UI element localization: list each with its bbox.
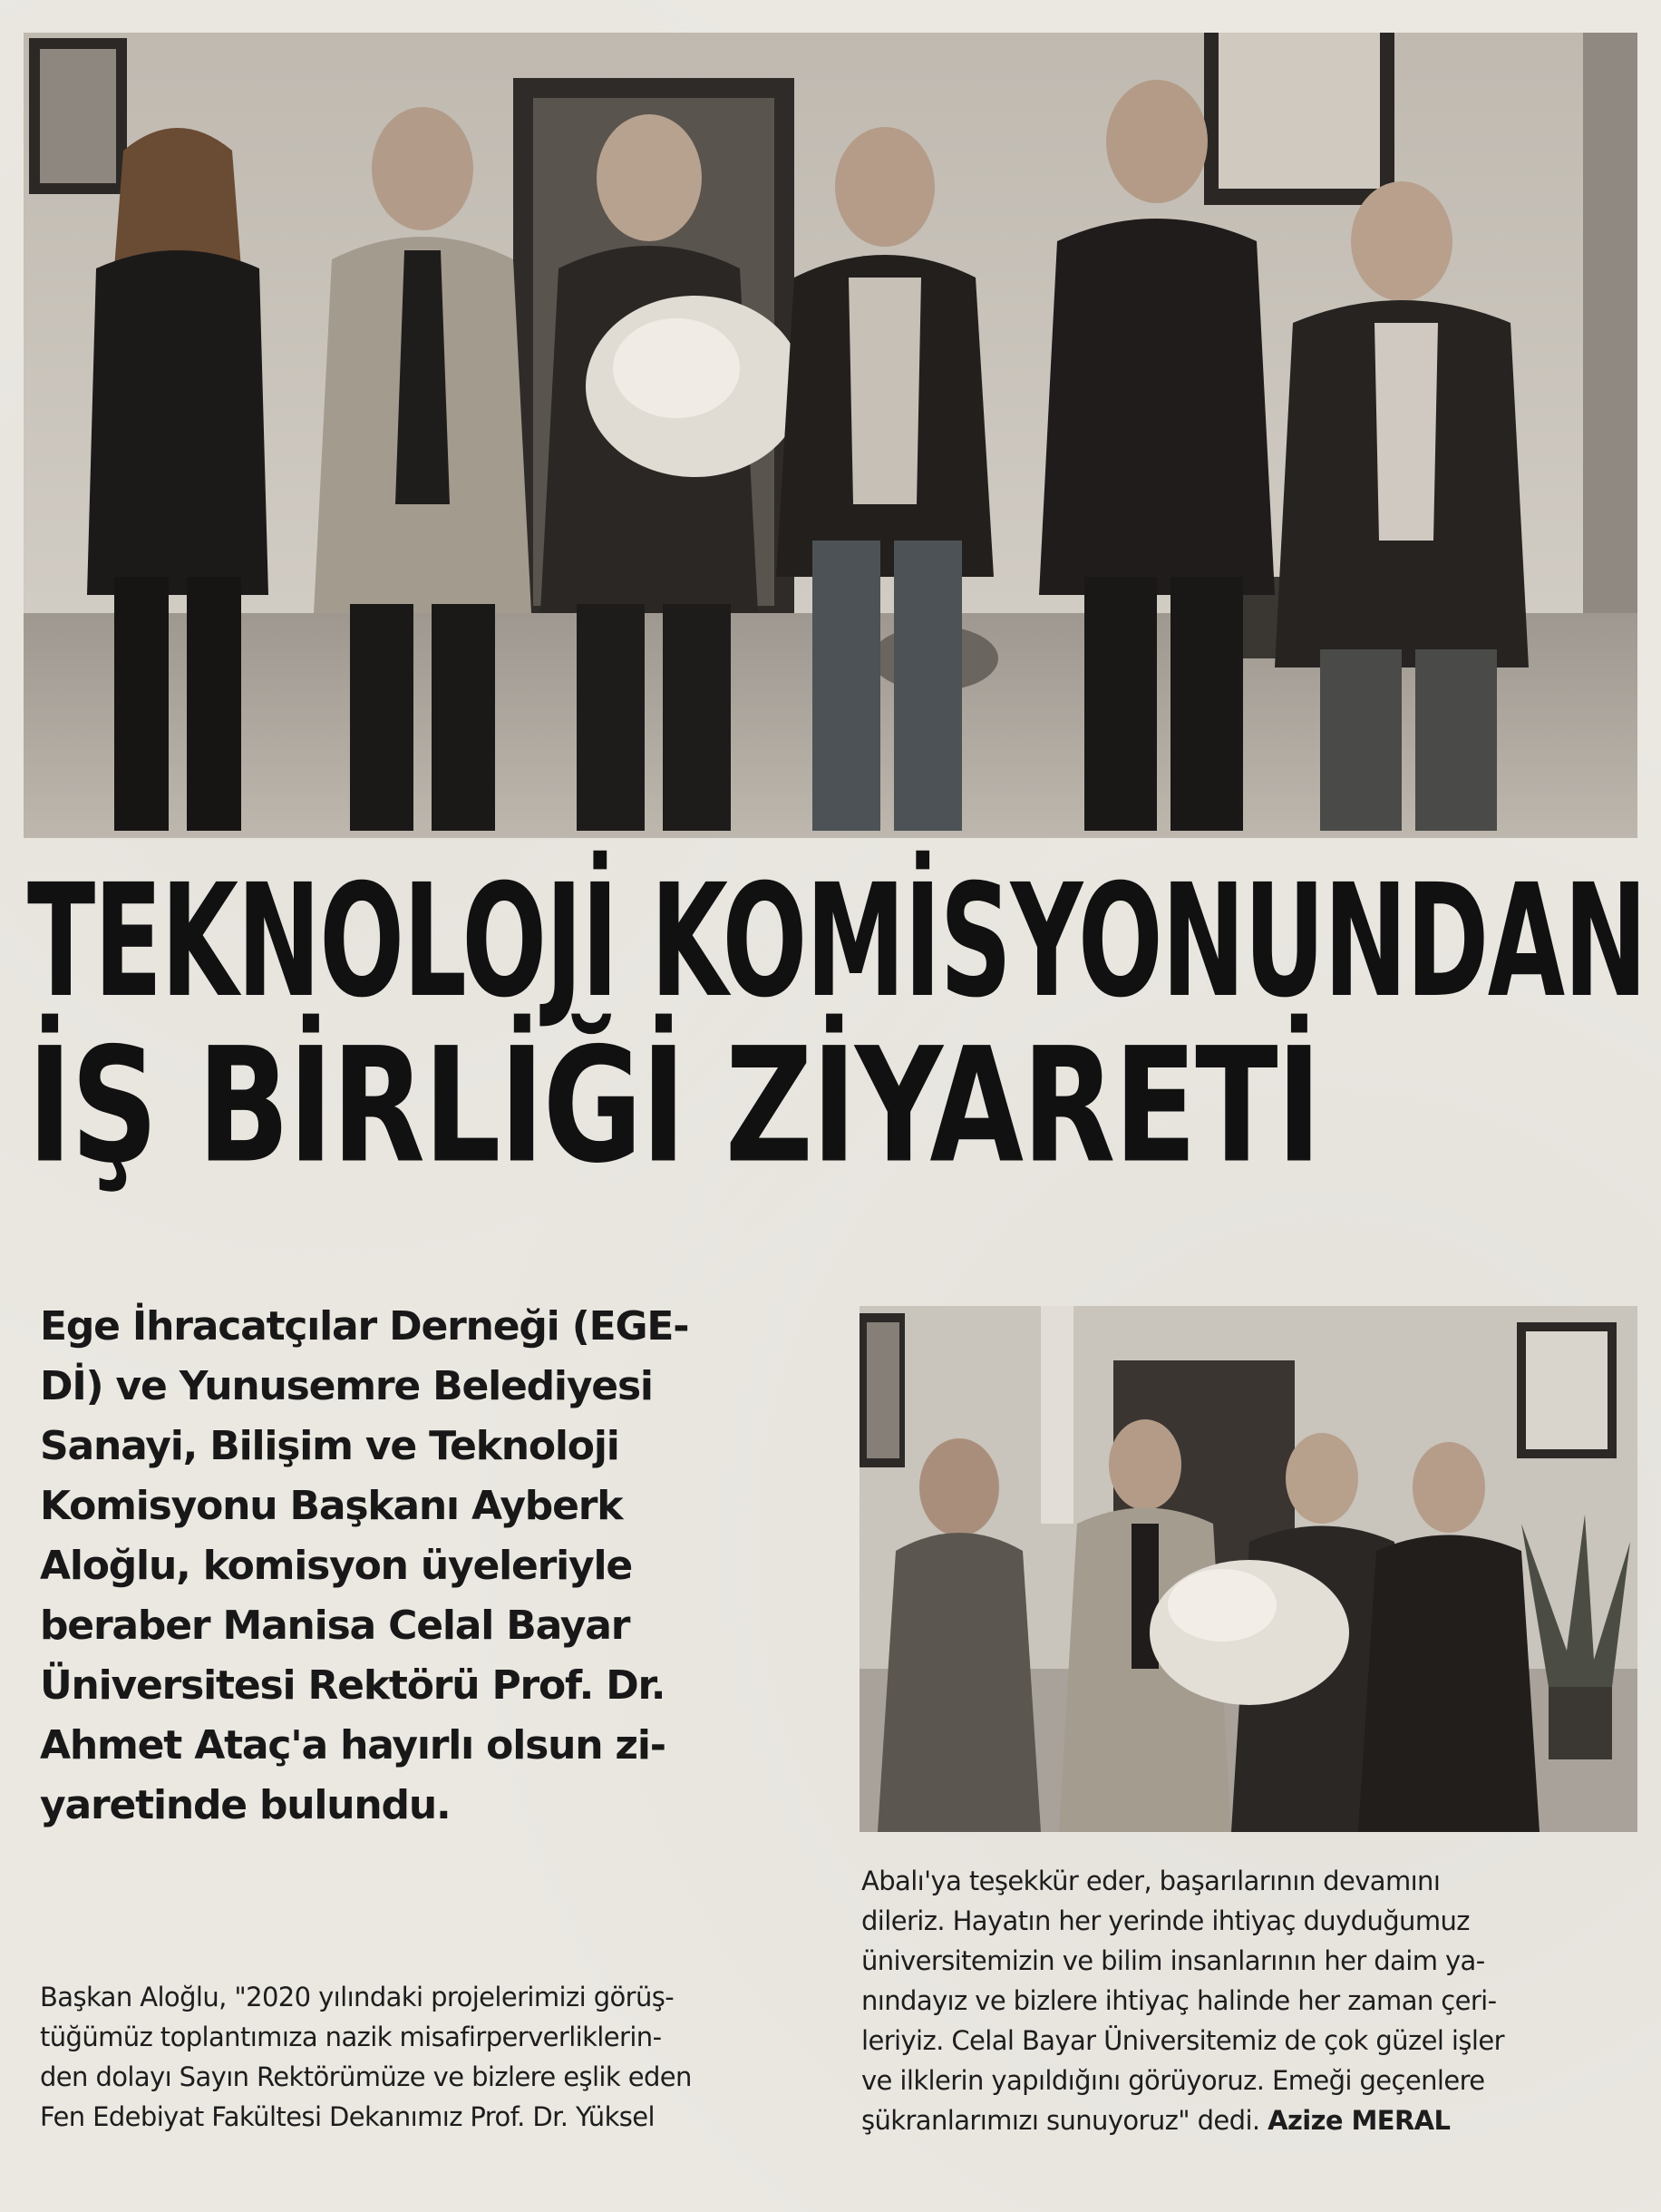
body-line: dileriz. Hayatın her yerinde ihtiyaç duyduğumuz — [861, 1905, 1470, 1936]
lead-line: Komisyonu Başkanı Ayberk — [40, 1483, 623, 1529]
headline — [27, 851, 1646, 1198]
body-line: den dolayı Sayın Rektörümüze ve bizlere eşlik eden — [40, 2061, 692, 2092]
body-line: nındayız ve bizlere ihtiyaç halinde her zaman çeri- — [861, 1985, 1497, 2016]
body-line: tüğümüz toplantımıza nazik misafirperverliklerin- — [40, 2022, 662, 2052]
main-group-photo — [24, 33, 1637, 838]
lead-line: Aloğlu, komisyon üyeleriyle — [40, 1543, 633, 1589]
body-line: Başkan Aloğlu, "2020 yılındaki projelerimizi görüş- — [40, 1982, 675, 2012]
author-byline: Azize MERAL — [1268, 2105, 1451, 2136]
lead-line: Üniversitesi Rektörü Prof. Dr. — [40, 1662, 665, 1709]
body-line: üniversitemizin ve bilim insanlarının her daim ya- — [861, 1945, 1485, 1976]
lead-line: Ege İhracatçılar Derneği (EGE- — [40, 1303, 689, 1350]
lead-line: Sanayi, Bilişim ve Teknoloji — [40, 1423, 619, 1469]
bleed-through-text — [0, 0, 1661, 33]
lead-line: Ahmet Ataç'a hayırlı olsun zi- — [40, 1722, 665, 1769]
lead-paragraph — [40, 1297, 765, 1836]
body-line: leriyiz. Celal Bayar Üniversitemiz de çok güzel işler — [861, 2025, 1504, 2056]
body-column-right — [861, 1861, 1641, 2140]
secondary-photo — [860, 1306, 1637, 1832]
headline-line-2: İŞ BİRLİĞİ ZİYARETİ — [27, 1013, 1320, 1198]
lead-line: Dİ) ve Yunusemre Belediyesi — [40, 1363, 653, 1409]
body-line-text: şükranlarımızı sunuyoruz" dedi. — [861, 2105, 1260, 2136]
headline-line-1: TEKNOLOJİ KOMİSYONUNDAN — [27, 851, 1646, 1032]
body-line: ve ilklerin yapıldığını görüyoruz. Emeği geçenlere — [861, 2065, 1485, 2096]
body-column-left — [40, 1977, 783, 2137]
lead-line: yaretinde bulundu. — [40, 1782, 451, 1828]
body-line: Abalı'ya teşekkür eder, başarılarının devamını — [861, 1866, 1441, 1896]
body-line: Fen Edebiyat Fakültesi Dekanımız Prof. Dr. Yüksel — [40, 2101, 655, 2132]
body-last-line — [861, 2100, 1641, 2140]
lead-line: beraber Manisa Celal Bayar — [40, 1603, 630, 1649]
